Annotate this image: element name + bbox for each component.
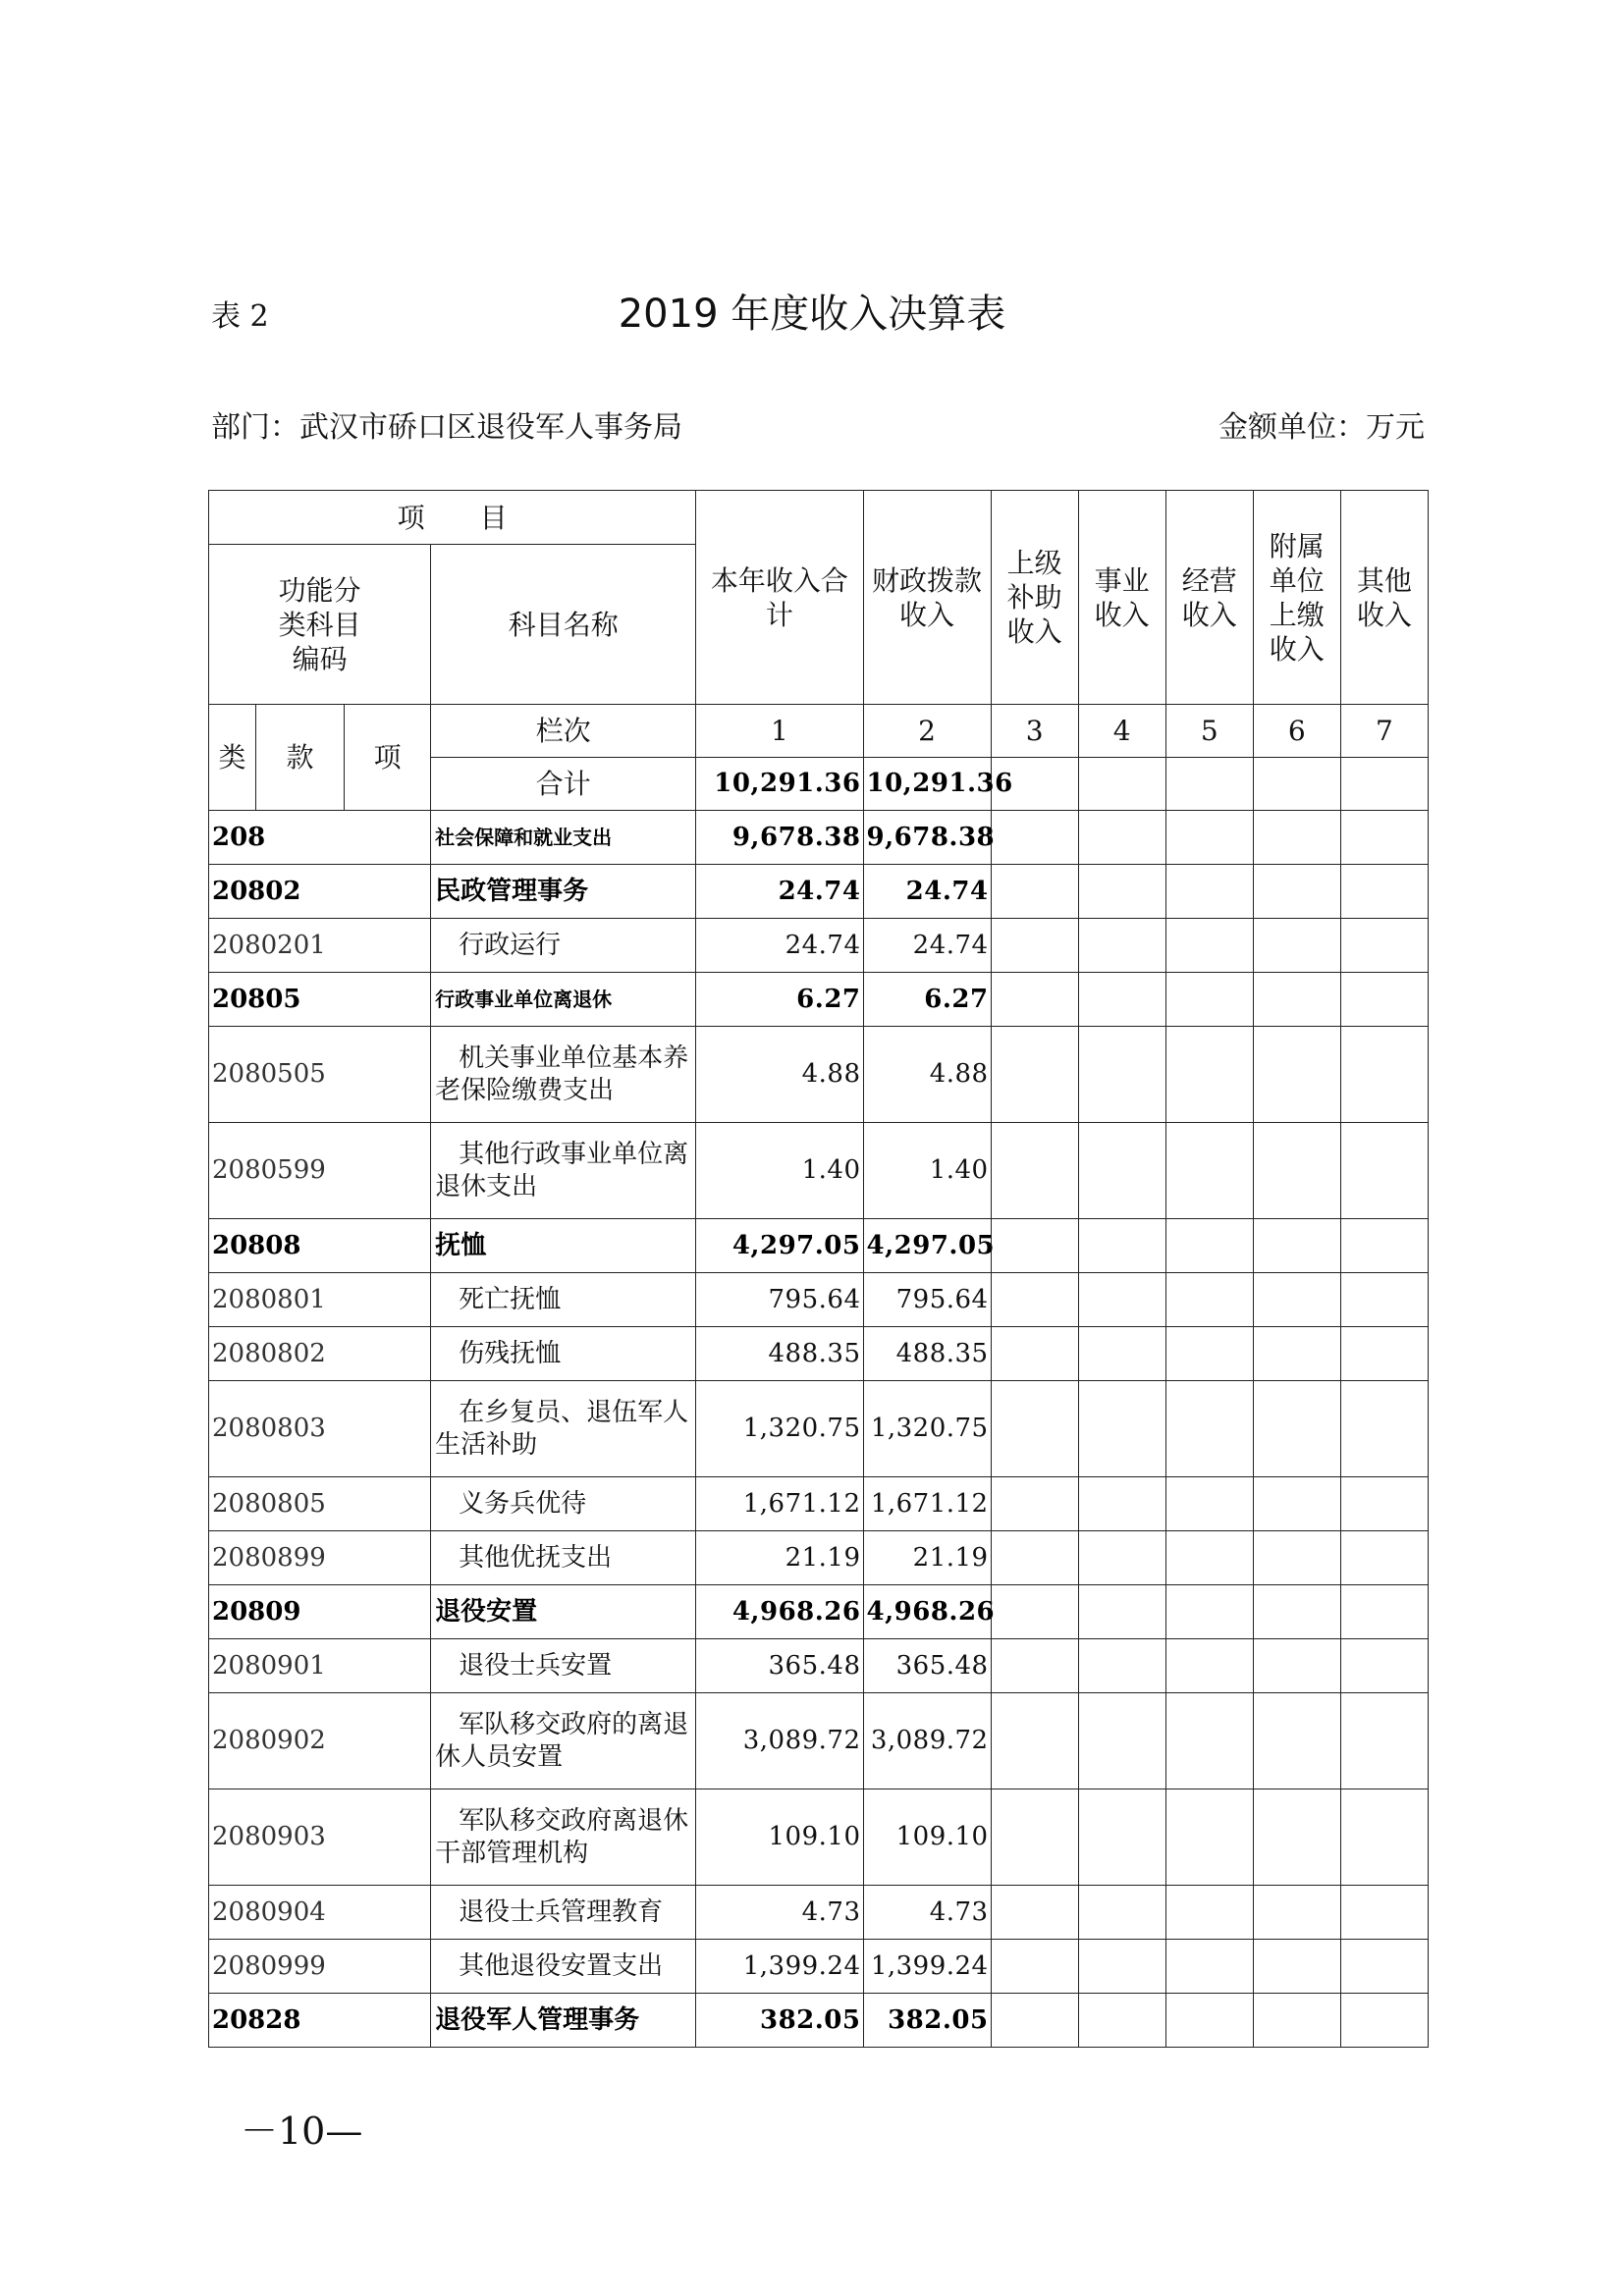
- row-c2: 109.10: [863, 1789, 991, 1886]
- row-c2: 4,297.05: [863, 1219, 991, 1273]
- row-c1: 4,297.05: [696, 1219, 863, 1273]
- table-row: [209, 1585, 1429, 1639]
- row-c1: 1.40: [696, 1123, 863, 1219]
- col-number-2: 2: [863, 705, 991, 758]
- table-row: [209, 919, 1429, 973]
- row-c1: 3,089.72: [696, 1693, 863, 1789]
- row-code: 20809: [209, 1585, 431, 1639]
- header-affiliate-income: 附属单位上缴收入: [1253, 491, 1340, 705]
- table-row: [209, 1639, 1429, 1693]
- amount-unit-label: 金额单位：万元: [1218, 410, 1425, 445]
- row-c2: 795.64: [863, 1273, 991, 1327]
- row-name: 军队移交政府的离退休人员安置: [431, 1693, 696, 1789]
- row-name: 行政事业单位离退休: [431, 973, 696, 1027]
- row-c1: 6.27: [696, 973, 863, 1027]
- row-code: 20805: [209, 973, 431, 1027]
- row-name: 机关事业单位基本养老保险缴费支出: [431, 1027, 696, 1123]
- row-name: 死亡抚恤: [431, 1273, 696, 1327]
- table-row: [209, 1477, 1429, 1531]
- row-c1: 4,968.26: [696, 1585, 863, 1639]
- row-c2: 4.88: [863, 1027, 991, 1123]
- row-c1: 488.35: [696, 1327, 863, 1381]
- total-label: 合计: [431, 758, 696, 811]
- row-code: 2080805: [209, 1477, 431, 1531]
- table-label: 表 2: [211, 299, 269, 334]
- row-name: 民政管理事务: [431, 865, 696, 919]
- header-kuan: 款: [256, 705, 345, 811]
- row-code: 20802: [209, 865, 431, 919]
- row-name: 义务兵优待: [431, 1477, 696, 1531]
- table-row: [209, 1789, 1429, 1886]
- row-c1: 365.48: [696, 1639, 863, 1693]
- row-c1: 24.74: [696, 919, 863, 973]
- row-name: 军队移交政府离退休干部管理机构: [431, 1789, 696, 1886]
- row-c1: 9,678.38: [696, 811, 863, 865]
- table-row: [209, 1381, 1429, 1477]
- col-number-3: 3: [991, 705, 1078, 758]
- row-code: 2080901: [209, 1639, 431, 1693]
- row-code: 2080999: [209, 1940, 431, 1994]
- row-c2: 1,399.24: [863, 1940, 991, 1994]
- row-name: 其他优抚支出: [431, 1531, 696, 1585]
- header-function-code: 功能分类科目编码: [209, 545, 431, 705]
- row-c1: 1,671.12: [696, 1477, 863, 1531]
- total-c2: 10,291.36: [863, 758, 991, 811]
- header-business-income: 事业收入: [1078, 491, 1165, 705]
- table-row: [209, 1531, 1429, 1585]
- row-name: 社会保障和就业支出: [431, 811, 696, 865]
- row-name: 退役安置: [431, 1585, 696, 1639]
- col-number-1: 1: [696, 705, 863, 758]
- row-name: 在乡复员、退伍军人生活补助: [431, 1381, 696, 1477]
- header-fiscal-income: 财政拨款收入: [863, 491, 991, 705]
- table-row: [209, 1027, 1429, 1123]
- col-number-7: 7: [1340, 705, 1428, 758]
- row-code: 2080803: [209, 1381, 431, 1477]
- row-c1: 382.05: [696, 1994, 863, 2048]
- table-row: [209, 1327, 1429, 1381]
- row-code: 2080801: [209, 1273, 431, 1327]
- row-c1: 4.73: [696, 1886, 863, 1940]
- row-c1: 1,320.75: [696, 1381, 863, 1477]
- header-project: 项 目: [209, 491, 696, 545]
- row-name: 伤残抚恤: [431, 1327, 696, 1381]
- table-row: [209, 1219, 1429, 1273]
- row-name: 行政运行: [431, 919, 696, 973]
- row-name: 退役士兵安置: [431, 1639, 696, 1693]
- header-superior-subsidy: 上级补助收入: [991, 491, 1078, 705]
- row-c2: 4.73: [863, 1886, 991, 1940]
- row-code: 2080802: [209, 1327, 431, 1381]
- table-row: [209, 1994, 1429, 2048]
- row-code: 2080902: [209, 1693, 431, 1789]
- row-name: 抚恤: [431, 1219, 696, 1273]
- row-name: 退役军人管理事务: [431, 1994, 696, 2048]
- row-c2: 365.48: [863, 1639, 991, 1693]
- col-number-4: 4: [1078, 705, 1165, 758]
- row-code: 208: [209, 811, 431, 865]
- header-other-income: 其他收入: [1340, 491, 1428, 705]
- page-number: －10—: [241, 2109, 363, 2153]
- row-c2: 21.19: [863, 1531, 991, 1585]
- department-label: 部门：武汉市硚口区退役军人事务局: [211, 410, 682, 445]
- header-xiang: 项: [345, 705, 431, 811]
- header-subject-name: 科目名称: [431, 545, 696, 705]
- row-c2: 1,671.12: [863, 1477, 991, 1531]
- row-c2: 3,089.72: [863, 1693, 991, 1789]
- table-row: [209, 811, 1429, 865]
- header-lanci: 栏次: [431, 705, 696, 758]
- row-c2: 9,678.38: [863, 811, 991, 865]
- row-c2: 6.27: [863, 973, 991, 1027]
- row-code: 2080599: [209, 1123, 431, 1219]
- row-code: 2080903: [209, 1789, 431, 1886]
- row-c2: 1,320.75: [863, 1381, 991, 1477]
- row-code: 2080899: [209, 1531, 431, 1585]
- row-code: 2080505: [209, 1027, 431, 1123]
- row-c2: 24.74: [863, 919, 991, 973]
- row-c1: 1,399.24: [696, 1940, 863, 1994]
- header-operating-income: 经营收入: [1165, 491, 1253, 705]
- row-c1: 109.10: [696, 1789, 863, 1886]
- table-row: [209, 973, 1429, 1027]
- income-table: [208, 490, 1429, 2048]
- table-row: [209, 1123, 1429, 1219]
- row-code: 2080201: [209, 919, 431, 973]
- row-c2: 382.05: [863, 1994, 991, 2048]
- header-lei: 类: [209, 705, 256, 811]
- row-name: 其他退役安置支出: [431, 1940, 696, 1994]
- row-name: 其他行政事业单位离退休支出: [431, 1123, 696, 1219]
- row-c2: 1.40: [863, 1123, 991, 1219]
- row-c1: 21.19: [696, 1531, 863, 1585]
- table-row: [209, 1886, 1429, 1940]
- table-row: [209, 865, 1429, 919]
- table-row: [209, 1693, 1429, 1789]
- row-c1: 24.74: [696, 865, 863, 919]
- row-name: 退役士兵管理教育: [431, 1886, 696, 1940]
- row-c1: 4.88: [696, 1027, 863, 1123]
- page-title: 2019 年度收入决算表: [618, 292, 1006, 337]
- table-row: [209, 1940, 1429, 1994]
- table-row: [209, 1273, 1429, 1327]
- header-total-income: 本年收入合计: [696, 491, 863, 705]
- row-c2: 488.35: [863, 1327, 991, 1381]
- row-c1: 795.64: [696, 1273, 863, 1327]
- col-number-6: 6: [1253, 705, 1340, 758]
- row-code: 20828: [209, 1994, 431, 2048]
- row-c2: 24.74: [863, 865, 991, 919]
- row-c2: 4,968.26: [863, 1585, 991, 1639]
- total-c1: 10,291.36: [696, 758, 863, 811]
- col-number-5: 5: [1165, 705, 1253, 758]
- row-code: 20808: [209, 1219, 431, 1273]
- row-code: 2080904: [209, 1886, 431, 1940]
